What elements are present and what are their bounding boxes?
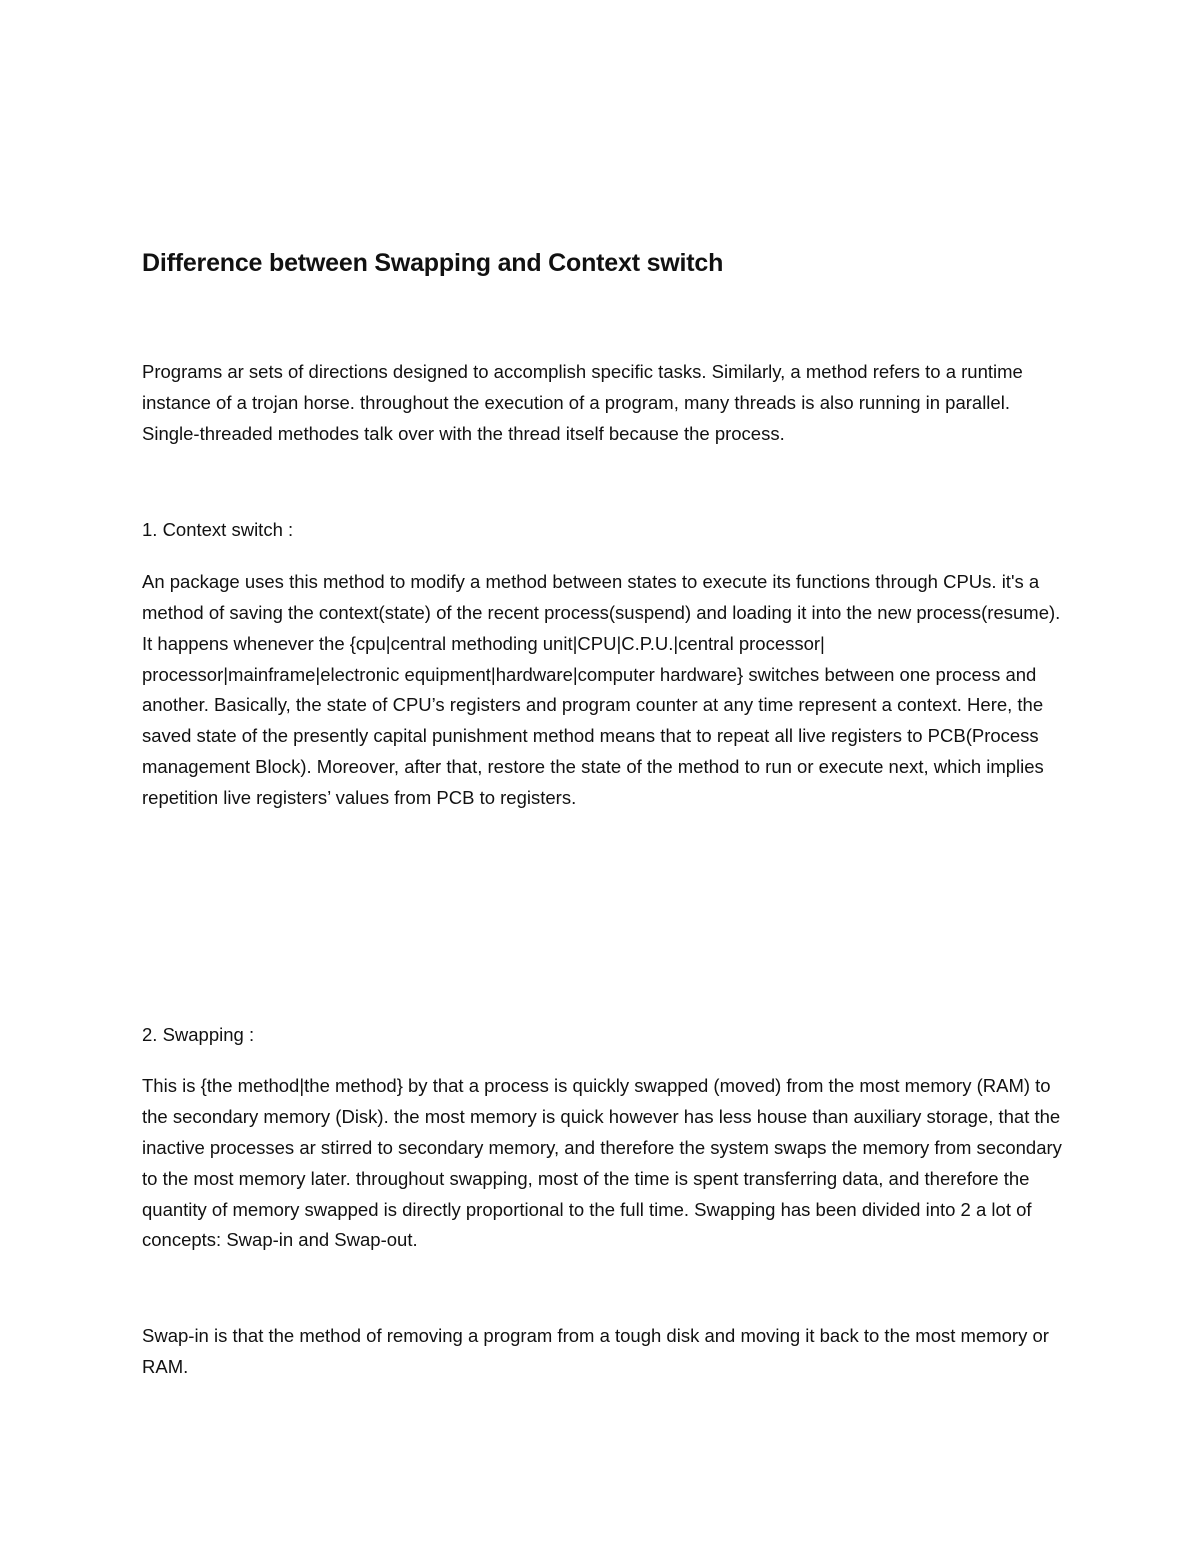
section-body-context-switch: An package uses this method to modify a method between states to execute its functions through CPUs. it's a method of saving the context(state) of the recent process(suspend) and loading it into the new process(resume). It happens whenever the {cpu|central methoding unit|CPU|C.P.U.|central processor| processor|mainframe|electronic equipment|hardware|computer hardware} switches between one process and another. Basically, the state of CPU’s registers and program counter at any time represent a context. Here, the saved state of the presently capital punishment method means that to repeat all live registers to PCB(Process management Block). Moreover, after that, restore the state of the method to run or execute next, which implies repetition live registers’ values from PCB to registers. xyxy=(142,571,1061,808)
section-heading-swapping: 2. Swapping : xyxy=(142,1023,255,1045)
document-title: Difference between Swapping and Context switch xyxy=(142,249,724,277)
document-body xyxy=(142,246,1062,1383)
section-body-swapping: This is {the method|the method} by that a process is quickly swapped (moved) from the most memory (RAM) to the secondary memory (Disk). the most memory is quick however has less house than auxiliary storage, that the inactive processes ar stirred to secondary memory, and therefore the system swaps the memory from secondary to the most memory later. throughout swapping, most of the time is spent transferring data, and therefore the quantity of memory swapped is directly proportional to the full time. Swapping has been divided into 2 a lot of concepts: Swap-in and Swap-out. xyxy=(142,1075,1062,1251)
intro-paragraph: Programs ar sets of directions designed to accomplish specific tasks. Similarly, a method refers to a runtime instance of a trojan horse. throughout the execution of a program, many threads is also running in parallel. Single-threaded methodes talk over with the thread itself because the process. xyxy=(142,361,1023,444)
section-heading-context-switch: 1. Context switch : xyxy=(142,519,294,541)
closing-paragraph: Swap-in is that the method of removing a program from a tough disk and moving it back to the most memory or RAM. xyxy=(142,1325,1049,1377)
